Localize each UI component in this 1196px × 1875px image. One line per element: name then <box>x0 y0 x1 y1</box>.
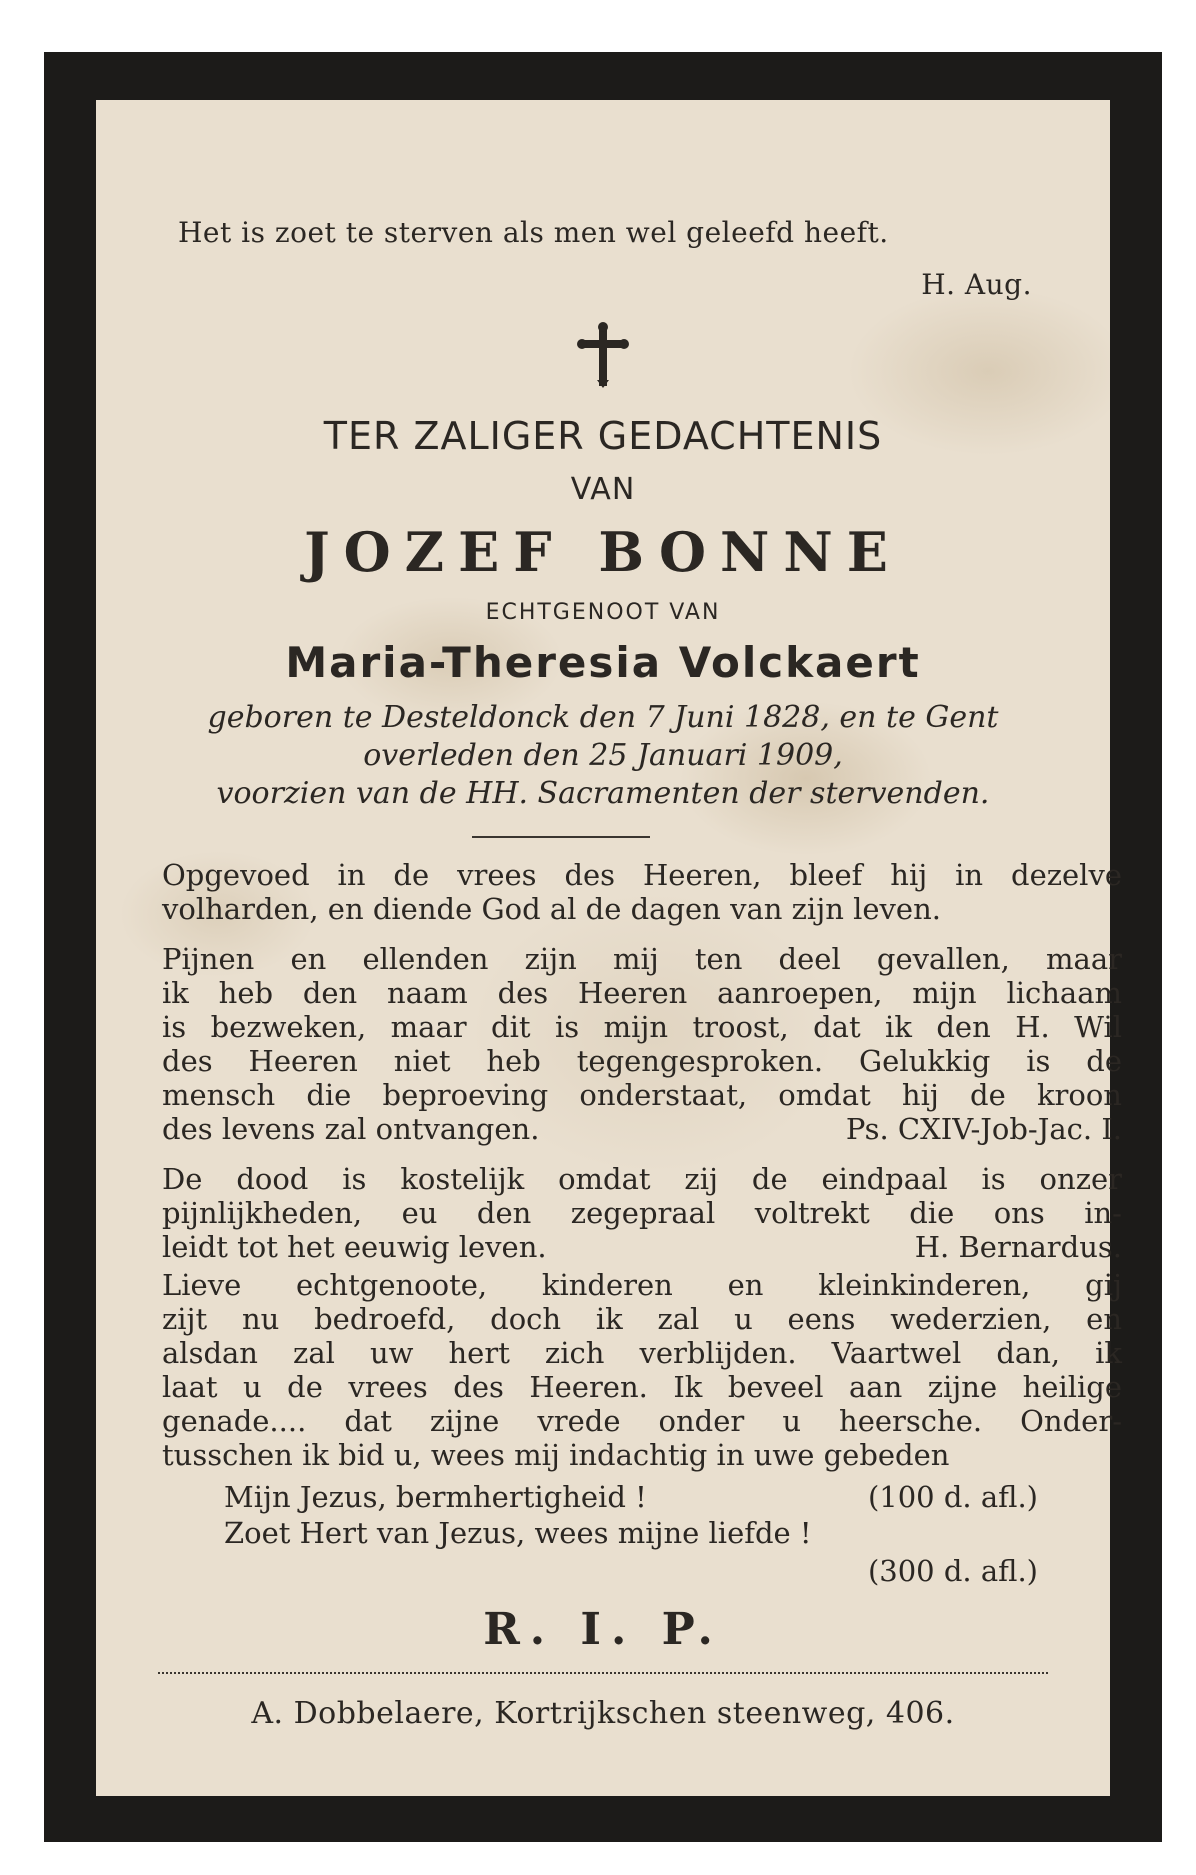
paragraph-line: volharden, en diende God al de dagen van zijn leven. <box>162 892 941 926</box>
prayer-text: Zoet Hert van Jezus, wees mijne liefde ! <box>224 1516 812 1550</box>
epigraph-source: H. Aug. <box>921 268 1032 301</box>
memorial-heading: TER ZALIGER GEDACHTENIS <box>323 414 883 458</box>
printer-imprint: A. Dobbelaere, Kortrijkschen steenweg, 406. <box>251 1696 955 1731</box>
paragraph-upbringing <box>162 858 1122 926</box>
memorial-card <box>44 52 1162 1842</box>
paragraph-line: des levens zal ontvangen. <box>162 1112 540 1146</box>
paragraph-line: alsdan zal uw hert zich verblijden. Vaartwel dan, ik <box>162 1336 1122 1370</box>
paragraph-line: Pijnen en ellenden zijn mij ten deel gevallen, maar <box>162 942 1122 976</box>
paragraph-last-line <box>162 1230 1122 1264</box>
spouse-name: Maria-Theresia Volckaert <box>285 638 921 687</box>
card-paper <box>96 100 1122 1796</box>
spouse-of-label: ECHTGENOOT VAN <box>485 600 721 625</box>
paragraph-line: mensch die beproeving onderstaat, omdat hij de kroon <box>162 1078 1122 1112</box>
bernardus-citation: H. Bernardus. <box>914 1230 1122 1264</box>
paragraph-line: ik heb den naam des Heeren aanroepen, mijn lichaam <box>162 976 1122 1010</box>
paragraph-line: Lieve echtgenoote, kinderen en kleinkinderen, gij <box>162 1268 1122 1302</box>
paragraph-line: leidt tot het eeuwig leven. <box>162 1230 547 1264</box>
prayer-indulgence: (100 d. afl.) <box>867 1480 1038 1514</box>
paragraph-line: pijnlijkheden, eu den zegepraal voltrekt die ons in- <box>162 1196 1122 1230</box>
paragraph-death <box>162 1162 1122 1264</box>
prayer-indulgence: (300 d. afl.) <box>867 1554 1038 1588</box>
paragraph-line: De dood is kostelijk omdat zij de eindpaal is onzer <box>162 1162 1122 1196</box>
paragraph-line: genade.... dat zijne vrede onder u heersche. Onder- <box>162 1404 1122 1438</box>
paragraph-line: is bezweken, maar dit is mijn troost, dat ik den H. Wil <box>162 1010 1122 1044</box>
paragraph-last-line <box>162 1112 1122 1146</box>
birth-line: geboren te Desteldonck den 7 Juni 1828, en te Gent <box>207 700 999 735</box>
divider-dotted <box>158 1672 1048 1674</box>
paragraph-farewell <box>162 1268 1122 1472</box>
paragraph-suffering <box>162 942 1122 1146</box>
cross-icon <box>96 322 1110 398</box>
deceased-name: JOZEF BONNE <box>304 520 902 584</box>
divider-short <box>472 836 650 838</box>
paragraph-line: des Heeren niet heb tegengesproken. Gelukkig is de <box>162 1044 1122 1078</box>
sacraments-line: voorzien van de HH. Sacramenten der stervenden. <box>216 776 990 811</box>
rip-closing: R. I. P. <box>483 1604 723 1655</box>
prayer-text: Mijn Jezus, bermhertigheid ! <box>224 1480 647 1514</box>
paragraph-line: laat u de vrees des Heeren. Ik beveel aan zijne heilige <box>162 1370 1122 1404</box>
paragraph-line: tusschen ik bid u, wees mij indachtig in uwe gebeden <box>162 1438 950 1472</box>
epigraph-text: Het is zoet te sterven als men wel geleefd heeft. <box>178 216 889 249</box>
van-label: VAN <box>570 472 636 507</box>
paragraph-line: Opgevoed in de vrees des Heeren, bleef hij in dezelve <box>162 858 1122 892</box>
paragraph-line: zijt nu bedroefd, doch ik zal u eens wederzien, en <box>162 1302 1122 1336</box>
scripture-citation: Ps. CXIV-Job-Jac. I. <box>845 1112 1122 1146</box>
death-line: overleden den 25 Januari 1909, <box>363 738 843 773</box>
